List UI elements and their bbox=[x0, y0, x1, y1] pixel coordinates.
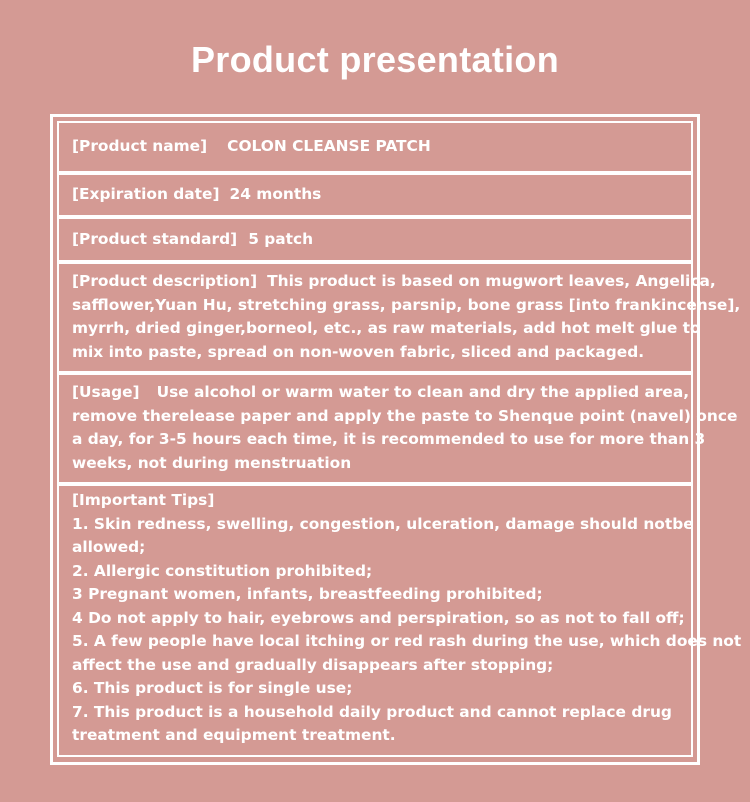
tip-line: 4 Do not apply to hair, eyebrows and perspiration, so as not to fall off; bbox=[72, 608, 685, 627]
description-line: mix into paste, spread on non-woven fabric, sliced and packaged. bbox=[72, 342, 645, 361]
product-info-table bbox=[50, 114, 742, 765]
important-tips-label: [Important Tips] bbox=[72, 491, 215, 509]
usage-line: weeks, not during menstruation bbox=[72, 453, 352, 472]
description-line: safflower,Yuan Hu, stretching grass, parsnip, bone grass [into frankincense], bbox=[72, 295, 741, 314]
tip-line: treatment and equipment treatment. bbox=[72, 726, 396, 744]
product-standard-row bbox=[57, 217, 693, 262]
usage-line: remove therelease paper and apply the paste to Shenque point (navel) once bbox=[72, 406, 738, 425]
usage-label: [Usage] bbox=[72, 383, 140, 401]
expiration-date-row bbox=[57, 173, 693, 217]
usage-line: a day, for 3-5 hours each time, it is recommended to use for more than 3 bbox=[72, 430, 706, 448]
description-line bbox=[72, 270, 716, 294]
description-text: This product is based on mugwort leaves, Angelica, bbox=[267, 272, 716, 290]
tip-line: affect the use and gradually disappears after stopping; bbox=[72, 655, 554, 674]
page-title: Product presentation bbox=[190, 39, 560, 80]
product-name-label: [Product name] bbox=[72, 137, 208, 156]
product-name-row bbox=[57, 121, 693, 173]
usage-text: Use alcohol or warm water to clean and dry the applied area, bbox=[156, 383, 690, 401]
usage-row bbox=[57, 373, 738, 484]
tip-line: 2. Allergic constitution prohibited; bbox=[72, 561, 373, 580]
tip-line: 6. This product is for single use; bbox=[72, 679, 353, 697]
tip-line: allowed; bbox=[72, 538, 146, 556]
tip-line: 7. This product is a household daily product and cannot replace drug bbox=[72, 702, 672, 721]
description-line: myrrh, dried ginger,borneol, etc., as raw materials, add hot melt glue to bbox=[72, 319, 701, 337]
product-name-value: COLON CLEANSE PATCH bbox=[227, 137, 431, 156]
usage-line bbox=[72, 381, 691, 405]
product-description-label: [Product description] bbox=[72, 272, 258, 290]
tip-line: 3 Pregnant women, infants, breastfeeding prohibited; bbox=[72, 585, 543, 603]
expiration-date-value: 24 months bbox=[229, 185, 322, 204]
product-description-row bbox=[57, 262, 741, 373]
tip-line: 5. A few people have local itching or red rash during the use, which does not bbox=[72, 632, 742, 650]
product-standard-label: [Product standard] bbox=[72, 229, 238, 248]
product-standard-value: 5 patch bbox=[248, 229, 314, 248]
expiration-date-label: [Expiration date] bbox=[72, 185, 220, 204]
tip-line: 1. Skin redness, swelling, congestion, ulceration, damage should notbe bbox=[72, 514, 694, 533]
important-tips-row bbox=[57, 484, 742, 757]
